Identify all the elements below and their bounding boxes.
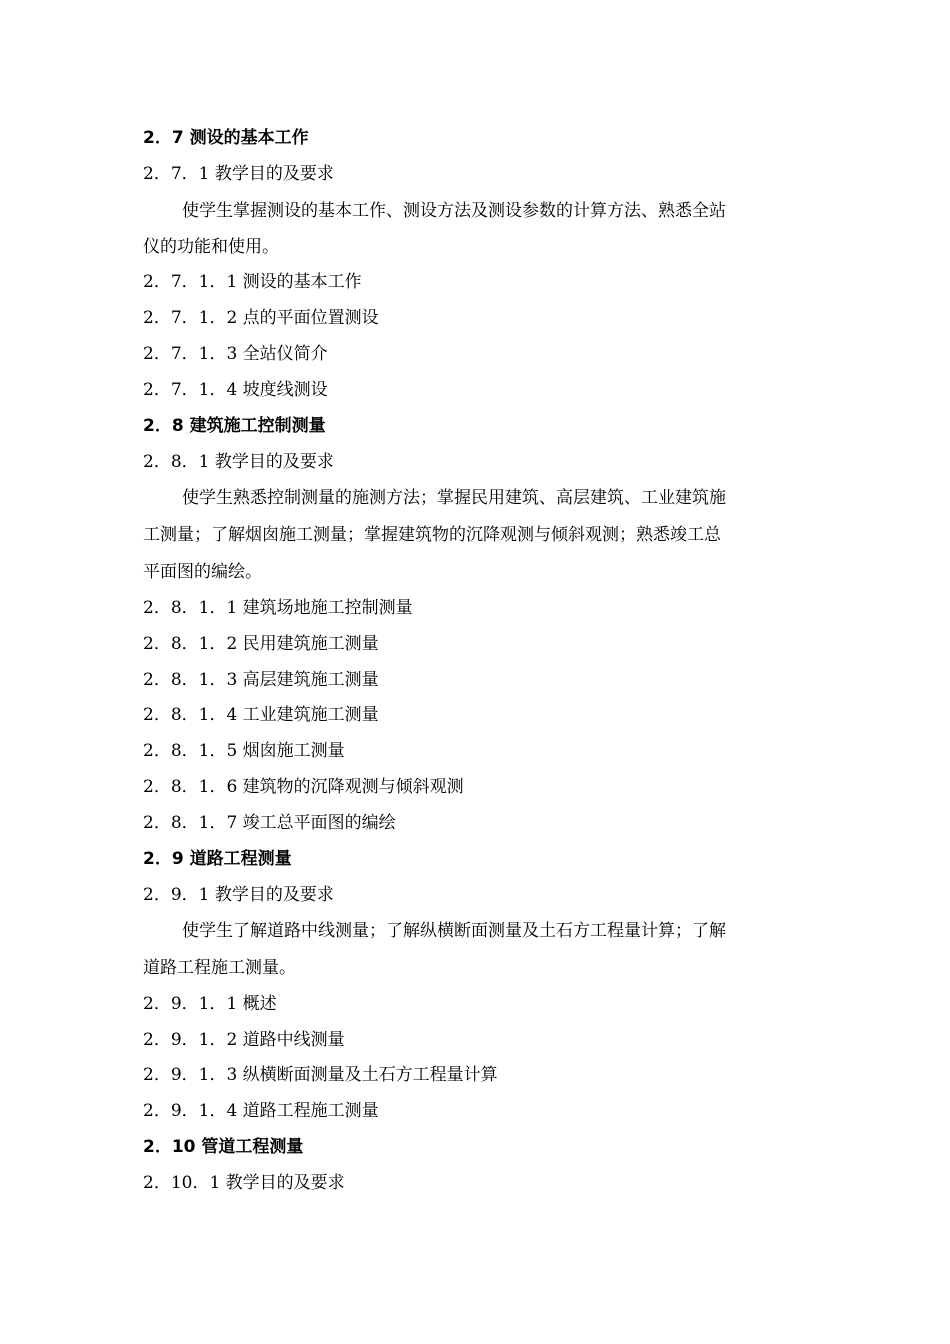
list-item: 2．8．1．3 高层建筑施工测量 — [143, 670, 379, 690]
section-heading: 2．10 管道工程测量 — [143, 1137, 304, 1157]
list-item: 2．8．1．7 竣工总平面图的编绘 — [143, 813, 396, 833]
list-item: 2．9．1．4 道路工程施工测量 — [143, 1101, 379, 1121]
list-item: 2．9．1．2 道路中线测量 — [143, 1030, 345, 1050]
list-item: 2．7．1．4 坡度线测设 — [143, 380, 328, 400]
list-item: 2．7．1．2 点的平面位置测设 — [143, 308, 379, 328]
list-item: 2．8．1．6 建筑物的沉降观测与倾斜观测 — [143, 777, 464, 797]
paragraph-line: 道路工程施工测量。 — [143, 958, 296, 978]
section-heading: 2．7 测设的基本工作 — [143, 128, 309, 148]
list-item: 2．8．1．2 民用建筑施工测量 — [143, 634, 379, 654]
list-item: 2．8．1．1 建筑场地施工控制测量 — [143, 598, 413, 618]
paragraph-line: 工测量；了解烟囱施工测量；掌握建筑物的沉降观测与倾斜观测；熟悉竣工总 — [143, 525, 721, 545]
paragraph-line: 平面图的编绘。 — [143, 562, 262, 582]
subsection-heading: 2．8．1 教学目的及要求 — [143, 452, 334, 472]
paragraph-line: 使学生了解道路中线测量；了解纵横断面测量及土石方工程量计算；了解 — [182, 921, 726, 941]
subsection-heading: 2．10．1 教学目的及要求 — [143, 1173, 345, 1193]
list-item: 2．7．1．3 全站仪简介 — [143, 344, 328, 364]
subsection-heading: 2．9．1 教学目的及要求 — [143, 885, 334, 905]
list-item: 2．8．1．5 烟囱施工测量 — [143, 741, 345, 761]
paragraph-line: 使学生熟悉控制测量的施测方法；掌握民用建筑、高层建筑、工业建筑施 — [182, 488, 726, 508]
subsection-heading: 2．7．1 教学目的及要求 — [143, 164, 334, 184]
section-heading: 2．8 建筑施工控制测量 — [143, 416, 326, 436]
paragraph-line: 使学生掌握测设的基本工作、测设方法及测设参数的计算方法、熟悉全站 — [182, 201, 726, 221]
section-heading: 2．9 道路工程测量 — [143, 849, 292, 869]
list-item: 2．7．1．1 测设的基本工作 — [143, 272, 362, 292]
list-item: 2．9．1．3 纵横断面测量及土石方工程量计算 — [143, 1065, 498, 1085]
list-item: 2．8．1．4 工业建筑施工测量 — [143, 705, 379, 725]
paragraph-line: 仪的功能和使用。 — [143, 237, 279, 257]
list-item: 2．9．1．1 概述 — [143, 994, 277, 1014]
